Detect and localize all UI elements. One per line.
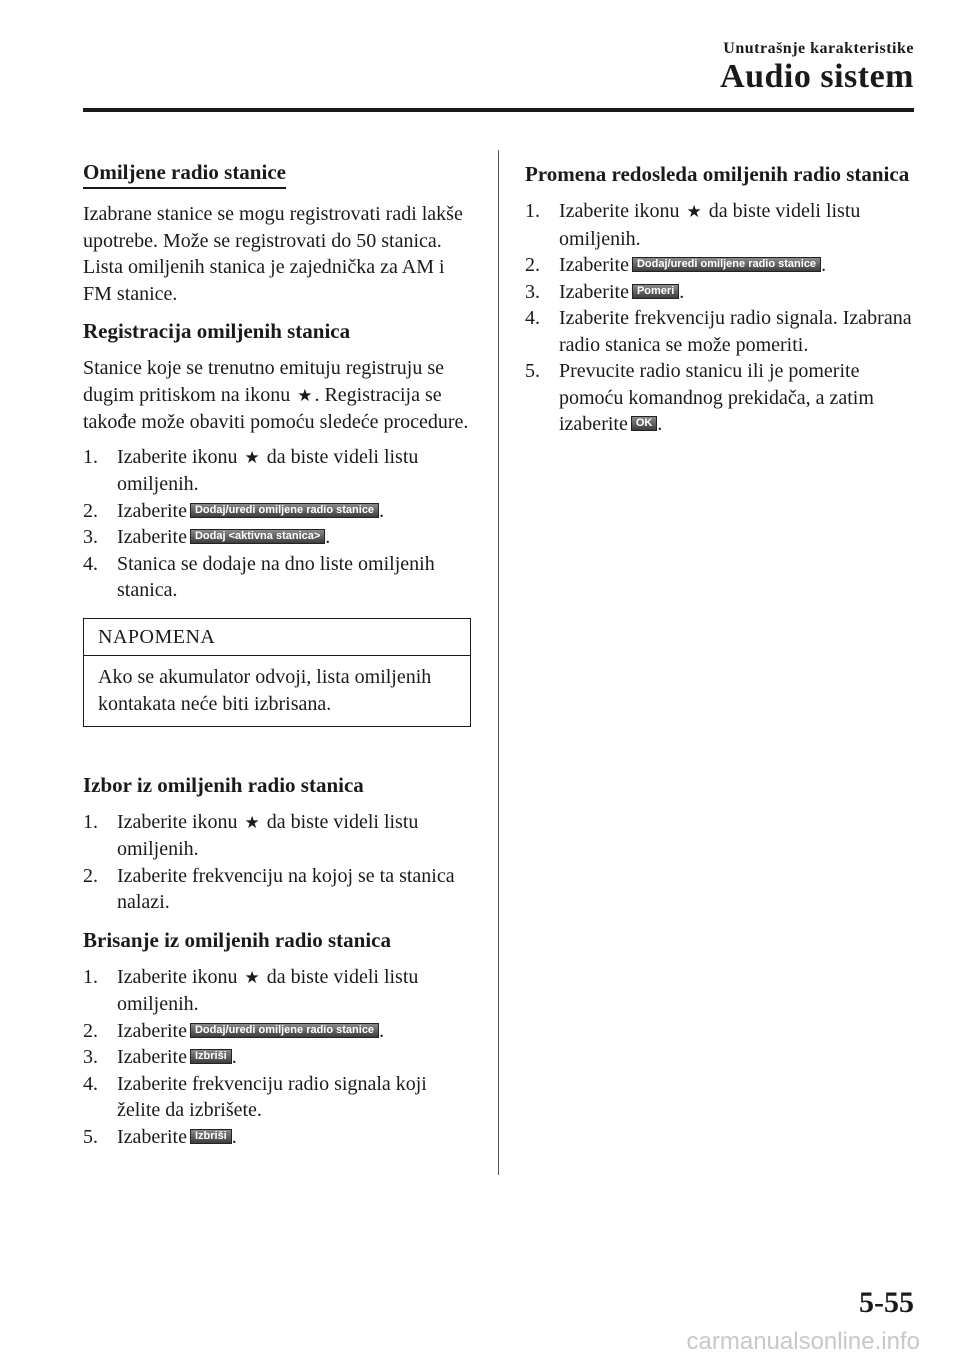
step-text: da biste videli listu omiljenih. [559, 200, 861, 250]
reorder-heading: Promena redosleda omiljenih radio stanica [525, 162, 910, 186]
star-icon: ★ [244, 812, 260, 833]
list-item [83, 863, 471, 916]
step-text: Izaberite ikonu [117, 810, 238, 833]
step-text: Izaberite frekvenciju radio signala. Izabrana radio stanica se može pomeriti. [559, 307, 912, 356]
step-text: Izaberite ikonu [117, 445, 238, 468]
list-item: 5. Izaberite Izbriši . [83, 1124, 471, 1151]
step-text: Izaberite frekvenciju radio signala koji želite da izbrišete. [117, 1072, 427, 1121]
list-item: 2. Izaberite Dodaj/uredi omiljene radio stanice . [83, 498, 471, 525]
step-number: 2. [83, 499, 98, 522]
step-number: 3. [525, 280, 540, 303]
step-text: da biste videli listu omiljenih. [117, 965, 419, 1015]
star-icon: ★ [244, 447, 260, 468]
step-text: Izaberite [117, 1019, 187, 1042]
watermark: carmanualsonline.info [686, 1328, 920, 1355]
step-number: 4. [83, 552, 98, 575]
right-column [525, 160, 917, 448]
step-number: 5. [525, 360, 540, 382]
list-item [83, 964, 471, 1018]
list-item: 3. Izaberite Pomeri . [525, 279, 917, 306]
ok-button[interactable]: OK [631, 416, 658, 431]
step-number: 2. [83, 1019, 98, 1042]
step-text: da biste videli listu omiljenih. [117, 445, 419, 495]
registration-text [83, 355, 471, 436]
list-item [83, 444, 471, 498]
step-text: Izaberite [559, 254, 629, 276]
add-active-station-button[interactable]: Dodaj <aktivna stanica> [190, 529, 325, 544]
step-number: 1. [83, 810, 98, 833]
list-item: 2. Izaberite Dodaj/uredi omiljene radio stanice . [525, 252, 917, 279]
step-text: Izaberite ikonu [117, 965, 238, 988]
step-text: Izaberite [559, 280, 629, 303]
step-text: da biste videli listu omiljenih. [117, 810, 419, 860]
step-number: 4. [525, 307, 540, 329]
star-icon: ★ [297, 385, 313, 406]
step-text: Izaberite [117, 1046, 187, 1068]
delete-button[interactable]: Izbriši [190, 1129, 232, 1144]
step-text: Izaberite [117, 499, 187, 522]
step-text: Prevucite radio stanicu ili je pomerite pomoću komandnog prekidača, a zatim izaberite [559, 360, 874, 435]
list-item [83, 551, 471, 604]
list-item [83, 1071, 471, 1124]
step-text: Izaberite frekvenciju na kojoj se ta stanica nalazi. [117, 864, 455, 913]
list-item: 5. Prevucite radio stanicu ili je pomerite pomoću komandnog prekidača, a zatim izaberite OK . [525, 360, 874, 435]
page-number: 5-55 [859, 1286, 914, 1319]
select-steps [83, 809, 471, 916]
step-text: Stanica se dodaje na dno liste omiljenih stanica. [117, 552, 435, 601]
step-text: Izaberite ikonu [559, 200, 680, 222]
step-number: 1. [83, 965, 98, 988]
reorder-steps [525, 198, 917, 438]
star-icon: ★ [244, 967, 260, 988]
list-item: 2. Izaberite Dodaj/uredi omiljene radio stanice . [83, 1018, 471, 1045]
step-number: 5. [83, 1125, 98, 1148]
header-rule [83, 108, 914, 112]
step-text: Izaberite [117, 1125, 187, 1148]
step-number: 4. [83, 1072, 98, 1095]
step-number: 2. [83, 864, 98, 887]
favorites-intro: Izabrane stanice se mogu registrovati radi lakše upotrebe. Može se registrovati do 50 stanica. Lista omiljenih stanica je zajednička za AM i FM stanice. [83, 203, 463, 305]
favorites-heading: Omiljene radio stanice [83, 160, 286, 189]
left-column [83, 160, 471, 1160]
registration-text-a: Stanice koje se trenutno emituju registruju se dugim pritiskom na ikonu [83, 357, 445, 406]
move-button[interactable]: Pomeri [632, 284, 679, 299]
note-box [83, 618, 471, 727]
list-item [83, 809, 471, 863]
registration-text-b: . Registracija se takođe može obaviti pomoću sledeće procedure. [83, 383, 469, 433]
note-body: Ako se akumulator odvoji, lista omiljenih kontakata neće biti izbrisana. [98, 665, 432, 715]
delete-button[interactable]: Izbriši [190, 1049, 232, 1064]
step-number: 1. [83, 445, 98, 468]
column-divider [498, 150, 499, 1175]
note-heading: NAPOMENA [84, 619, 470, 656]
step-number: 2. [525, 254, 540, 276]
step-number: 3. [83, 1046, 98, 1068]
page-title: Audio sistem [720, 58, 914, 95]
section-label: Unutrašnje karakteristike [723, 40, 914, 57]
step-number: 1. [525, 200, 540, 222]
add-edit-favorites-button[interactable]: Dodaj/uredi omiljene radio stanice [190, 1023, 379, 1038]
star-icon: ★ [686, 202, 702, 222]
list-item [525, 305, 917, 358]
step-text: Izaberite [117, 526, 187, 548]
registration-steps [83, 444, 471, 604]
add-edit-favorites-button[interactable]: Dodaj/uredi omiljene radio stanice [632, 257, 821, 272]
delete-steps [83, 964, 471, 1151]
list-item [525, 198, 917, 252]
step-number: 3. [83, 526, 98, 548]
registration-heading: Registracija omiljenih stanica [83, 319, 351, 343]
list-item: 3. Izaberite Dodaj <aktivna stanica> . [83, 524, 471, 551]
select-heading: Izbor iz omiljenih radio stanica [83, 772, 364, 797]
list-item: 3. Izaberite Izbriši . [83, 1044, 471, 1071]
add-edit-favorites-button[interactable]: Dodaj/uredi omiljene radio stanice [190, 503, 379, 518]
delete-heading: Brisanje iz omiljenih radio stanica [83, 927, 391, 952]
